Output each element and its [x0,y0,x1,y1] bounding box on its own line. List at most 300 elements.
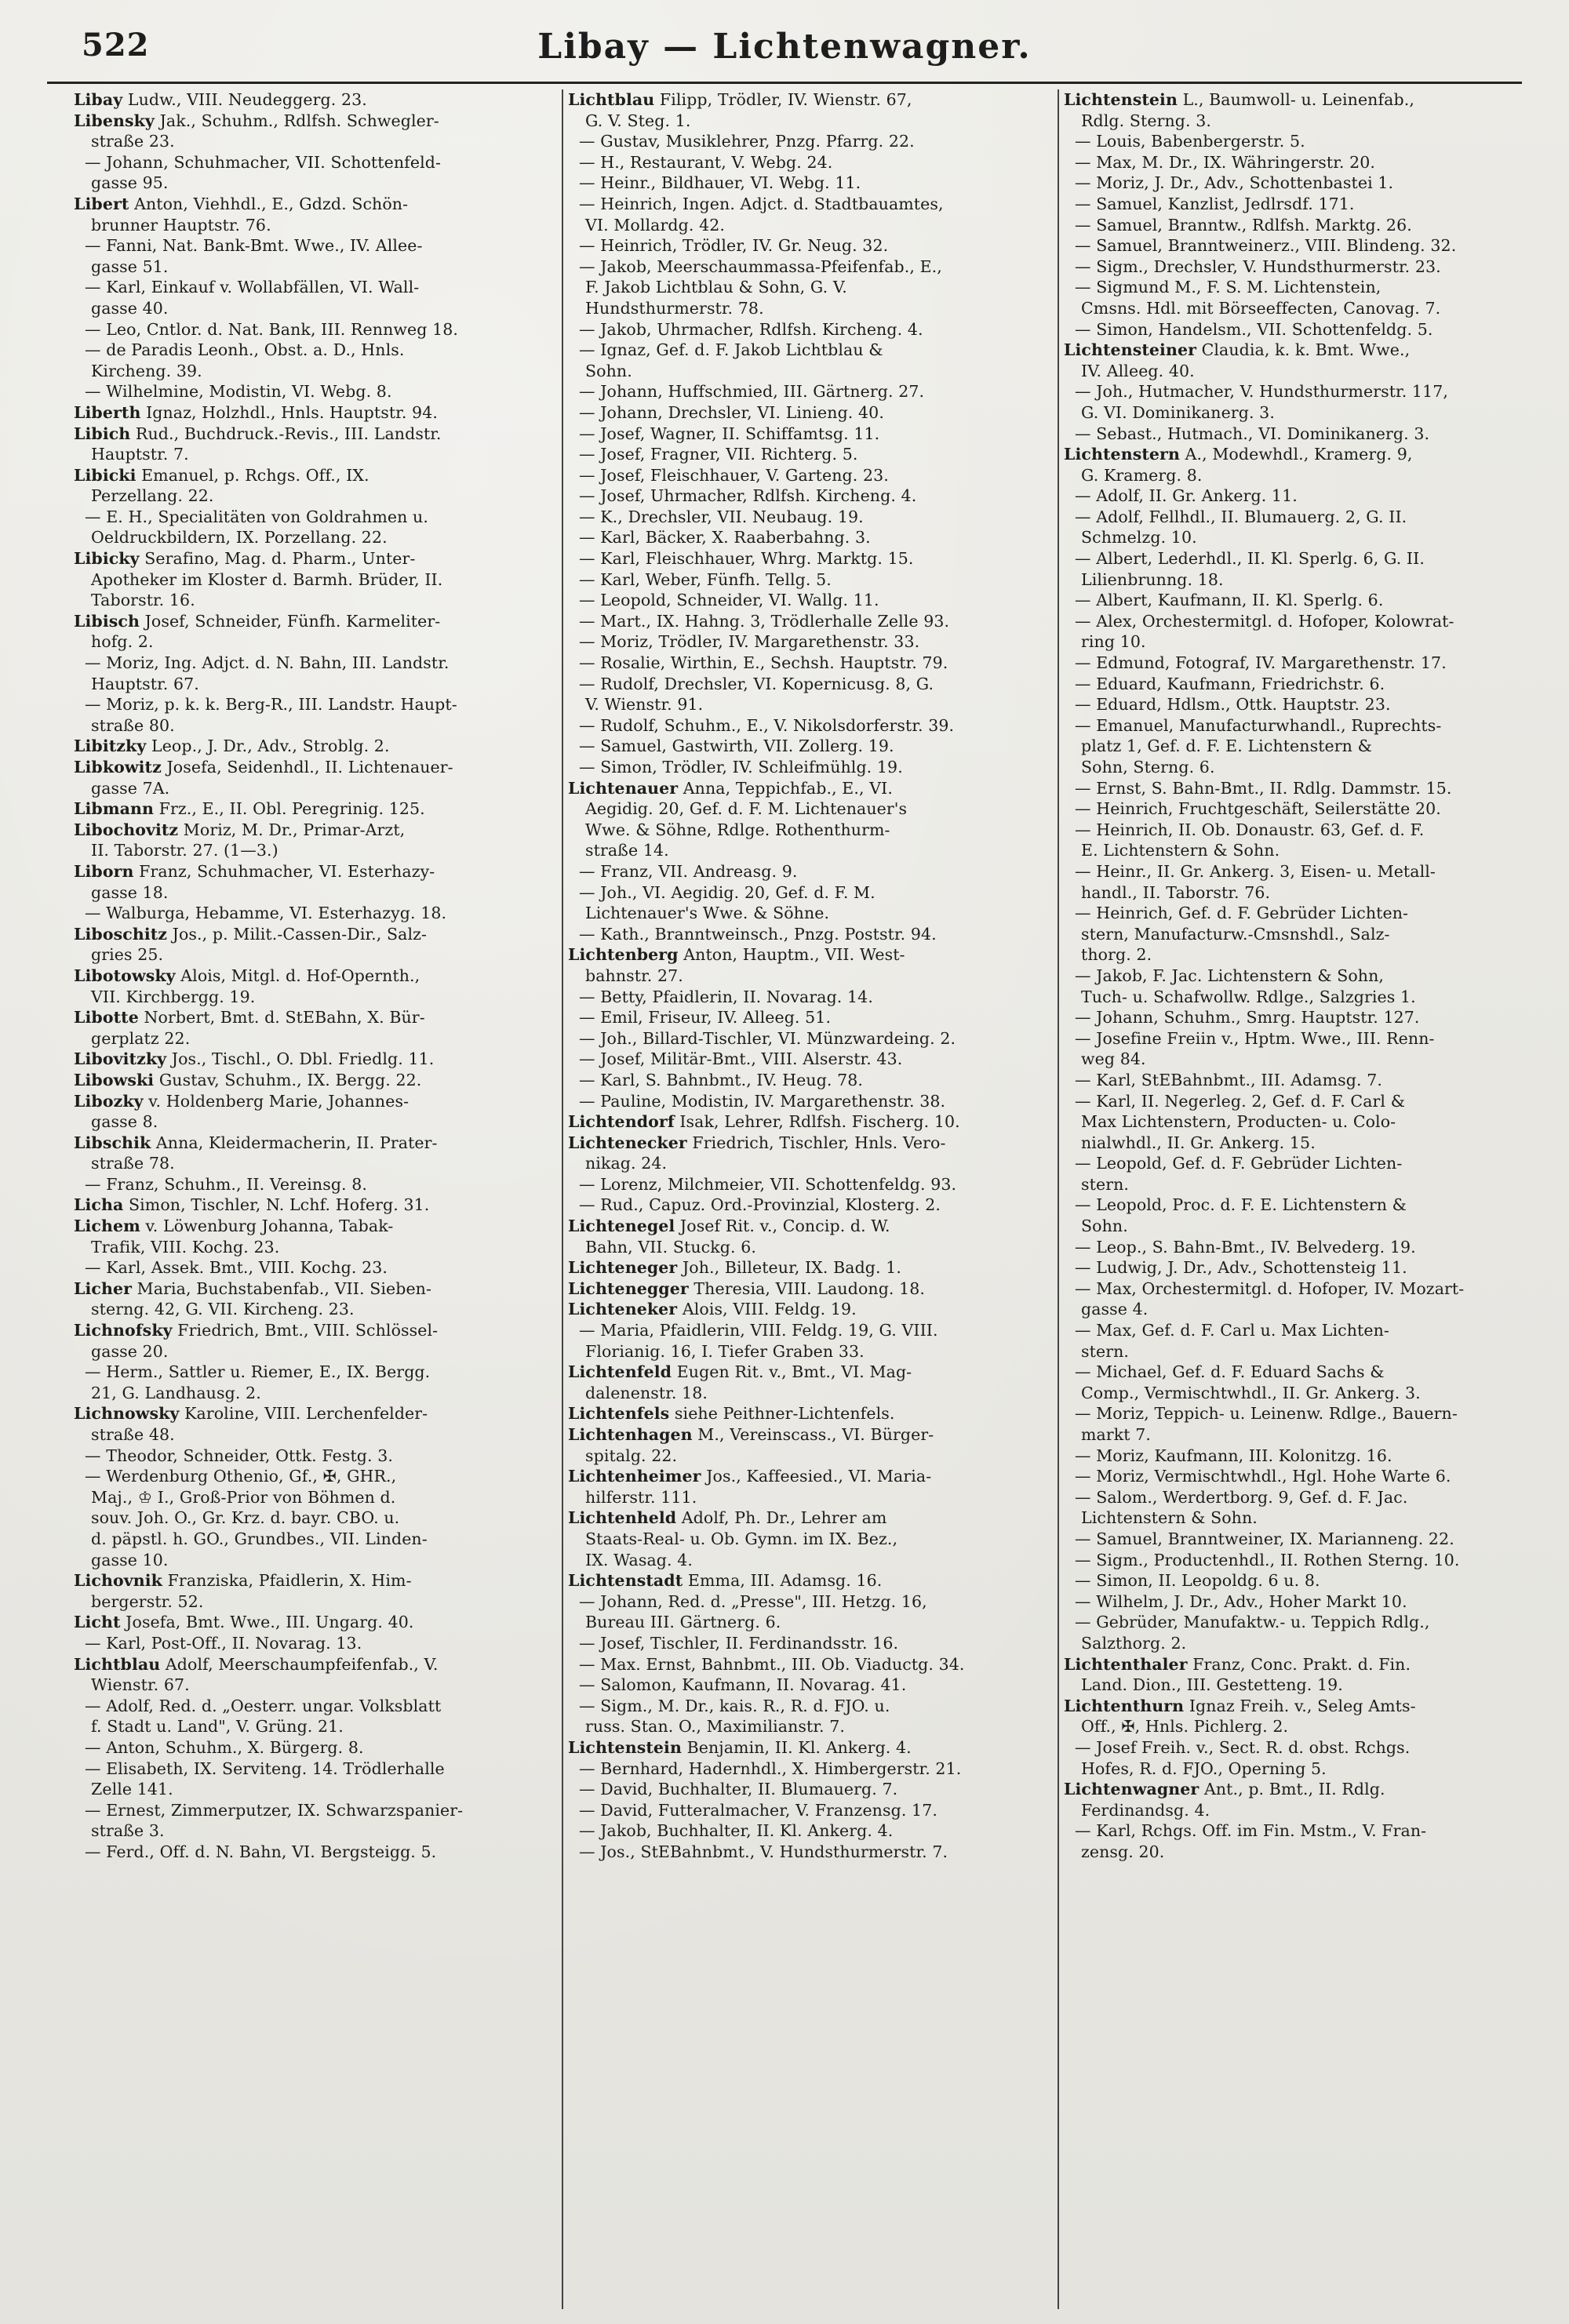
entry-continuation: sterng. 42, G. VII. Kircheng. 23. [91,1300,355,1319]
entry-surname: Lichtenecker [568,1133,687,1152]
entry-surname: Lichnowsky [74,1404,180,1424]
entry-continuation: gasse 95. [91,173,169,193]
entry-continuation: gasse 18. [91,882,169,902]
sub-entry: — Josef, Fragner, VII. Richterg. 5. [579,445,858,464]
directory-entry: Libovitzky Jos., Tischl., O. Dbl. Friedlg. 11. [74,1049,435,1069]
entry-surname: Libowski [74,1070,155,1089]
entry-continuation: Hauptstr. 67. [91,674,199,693]
directory-entry: Libay Ludw., VIII. Neudeggerg. 23. [74,90,367,109]
sub-entry: — Leopold, Proc. d. F. E. Lichtenstern & [1075,1195,1407,1215]
sub-entry: — Eduard, Hdlsm., Ottk. Hauptstr. 23. [1075,695,1391,715]
entry-continuation: Maj., ♔ I., Groß-Prior von Böhmen d. [91,1487,396,1507]
sub-entry: — Sigm., Productenhdl., II. Rothen Sterng. 10. [1075,1550,1460,1569]
sub-entry: — Emanuel, Manufacturwhandl., Ruprechts- [1075,715,1442,735]
entry-continuation: F. Jakob Lichtblau & Sohn, G. V. [585,278,847,297]
entry-surname: Libich [74,424,131,443]
entry-continuation: gasse 7A. [91,778,170,798]
entry-continuation: Kircheng. 39. [91,361,202,380]
entry-continuation: hilferstr. 111. [585,1487,697,1507]
sub-entry: — Fanni, Nat. Bank-Bmt. Wwe., IV. Allee- [85,236,423,256]
entry-continuation: Wwe. & Söhne, Rdlge. Rothenthurm- [585,820,890,839]
entry-continuation: Rdlg. Sterng. 3. [1081,111,1212,130]
directory-entry: Lichtenfels siehe Peithner-Lichtenfels. [568,1404,895,1424]
directory-entry: Lichtenberg Anton, Hauptm., VII. West- [568,945,905,965]
entry-continuation: Apotheker im Kloster d. Barmh. Brüder, II. [91,569,443,589]
sub-entry: — Rosalie, Wirthin, E., Sechsh. Hauptstr. 79. [579,653,948,673]
sub-entry: — Josef, Tischler, II. Ferdinandsstr. 16. [579,1633,899,1653]
sub-entry: — Samuel, Gastwirth, VII. Zollerg. 19. [579,736,894,756]
column-3 [1064,89,1549,2309]
directory-entry: Libisch Josef, Schneider, Fünfh. Karmeliter- [74,611,441,631]
entry-surname: Lichtblau [74,1654,161,1674]
sub-entry: — Karl, Fleischhauer, Whrg. Marktg. 15. [579,549,914,569]
directory-entry: Lichem v. Löwenburg Johanna, Tabak- [74,1217,394,1236]
sub-entry: — Herm., Sattler u. Riemer, E., IX. Bergg. [85,1362,431,1382]
sub-entry: — H., Restaurant, V. Webg. 24. [579,152,833,172]
directory-entry: Lichtenecker Friedrich, Tischler, Hnls. Vero- [568,1133,946,1152]
sub-entry: — Heinrich, Ingen. Adjct. d. Stadtbauamtes, [579,194,944,213]
sub-entry: — Karl, Post-Off., II. Novarag. 13. [85,1633,362,1653]
entry-surname: Libozky [74,1091,144,1111]
directory-entry: Lichteneker Alois, VIII. Feldg. 19. [568,1300,857,1319]
sub-entry: — Walburga, Hebamme, VI. Esterhazyg. 18. [85,904,447,923]
directory-entry: Libicki Emanuel, p. Rchgs. Off., IX. [74,465,369,485]
directory-entry: Libochovitz Moriz, M. Dr., Primar-Arzt, [74,820,406,839]
sub-entry: — Werdenburg Othenio, Gf., ✠, GHR., [85,1467,397,1486]
directory-entry: Lichtenegel Josef Rit. v., Concip. d. W. [568,1217,890,1236]
sub-entry: — Leop., S. Bahn-Bmt., IV. Belvederg. 19. [1075,1237,1416,1257]
entry-continuation: II. Taborstr. 27. (1—3.) [91,841,278,860]
sub-entry: — Adolf, II. Gr. Ankerg. 11. [1075,486,1298,506]
sub-entry: — Moriz, Ing. Adjct. d. N. Bahn, III. Landstr. [85,653,450,673]
entry-continuation: gasse 20. [91,1341,169,1361]
directory-entry: Libmann Frz., E., II. Obl. Peregrinig. 125. [74,799,425,819]
directory-entry: Liberth Ignaz, Holzhdl., Hnls. Hauptstr. 94. [74,402,438,422]
directory-entry: Lichtenegger Theresia, VIII. Laudong. 18. [568,1278,926,1298]
sub-entry: — Ferd., Off. d. N. Bahn, VI. Bergsteigg. 5. [85,1842,437,1861]
entry-continuation: Sohn. [1081,1217,1128,1236]
sub-entry: — Albert, Lederhdl., II. Kl. Sperlg. 6, G. II. [1075,549,1425,569]
sub-entry: — Betty, Pfaidlerin, II. Novarag. 14. [579,987,873,1006]
directory-entry: Libschik Anna, Kleidermacherin, II. Prater- [74,1133,438,1152]
entry-surname: Lichtenfels [568,1404,670,1424]
directory-entry: Liboschitz Jos., p. Milit.-Cassen-Dir., Salz- [74,924,428,944]
entry-continuation: VII. Kirchbergg. 19. [91,987,256,1006]
sub-entry: — Albert, Kaufmann, II. Kl. Sperlg. 6. [1075,591,1384,610]
sub-entry: — Michael, Gef. d. F. Eduard Sachs & [1075,1362,1385,1382]
sub-entry: — Jakob, Meerschaummassa-Pfeifenfab., E., [579,256,942,276]
directory-entry: Lichtenthaler Franz, Conc. Prakt. d. Fin. [1064,1654,1411,1674]
sub-entry: — Moriz, J. Dr., Adv., Schottenbastei 1. [1075,173,1394,193]
entry-surname: Libisch [74,611,140,631]
sub-entry: — Anton, Schuhm., X. Bürgerg. 8. [85,1737,364,1757]
sub-entry: — Lorenz, Milchmeier, VII. Schottenfeldg. 93. [579,1174,957,1194]
entry-surname: Libert [74,194,129,213]
sub-entry: — K., Drechsler, VII. Neubaug. 19. [579,507,864,526]
sub-entry: — Louis, Babenbergerstr. 5. [1075,132,1305,151]
entry-continuation: V. Wienstr. 91. [585,695,704,715]
entry-continuation: Bureau III. Gärtnerg. 6. [585,1613,781,1632]
sub-entry: — Max, Orchestermitgl. d. Hofoper, IV. Mozart- [1075,1278,1465,1298]
sub-entry: — Moriz, Vermischtwhdl., Hgl. Hohe Warte 6. [1075,1467,1451,1486]
sub-entry: — Jakob, F. Jac. Lichtenstern & Sohn, [1075,966,1385,985]
sub-entry: — Moriz, Teppich- u. Leinenw. Rdlge., Bauern- [1075,1404,1458,1424]
entry-continuation: dalenenstr. 18. [585,1383,708,1402]
entry-continuation: Salzthorg. 2. [1081,1633,1187,1653]
entry-surname: Lichem [74,1217,140,1236]
entry-continuation: 21, G. Landhausg. 2. [91,1383,261,1402]
directory-entry: Libotte Norbert, Bmt. d. StEBahn, X. Bür- [74,1008,425,1027]
entry-continuation: bergerstr. 52. [91,1591,204,1611]
column-divider [1058,89,1059,2309]
entry-continuation: G. Kramerg. 8. [1081,465,1203,485]
entry-surname: Libovitzky [74,1049,167,1069]
entry-continuation: Max Lichtenstern, Producten- u. Colo- [1081,1112,1396,1132]
entry-continuation: Staats-Real- u. Ob. Gymn. im IX. Bez., [585,1529,898,1548]
entry-continuation: G. VI. Dominikanerg. 3. [1081,402,1275,422]
sub-entry: — Rud., Capuz. Ord.-Provinzial, Klosterg. 2. [579,1195,941,1215]
sub-entry: — Johann, Red. d. „Presse", III. Hetzg. 16, [579,1591,927,1611]
entry-continuation: Zelle 141. [91,1780,173,1799]
sub-entry: — Moriz, Trödler, IV. Margarethenstr. 33. [579,632,920,652]
entry-continuation: Wienstr. 67. [91,1675,190,1695]
entry-surname: Licha [74,1195,124,1215]
entry-continuation: stern, Manufacturw.-Cmsnshdl., Salz- [1081,924,1390,944]
entry-continuation: Hauptstr. 7. [91,445,189,464]
entry-continuation: Hundsthurmerstr. 78. [585,298,764,318]
entry-columns [74,89,1533,2309]
sub-entry: — Johann, Schuhmacher, VII. Schottenfeld- [85,152,441,172]
directory-entry: Libitzky Leop., J. Dr., Adv., Stroblg. 2. [74,736,390,756]
sub-entry: — Joh., Billard-Tischler, VI. Münzwardeing. 2. [579,1028,956,1048]
sub-entry: — Rudolf, Drechsler, VI. Kopernicusg. 8, G. [579,674,934,693]
sub-entry: — Samuel, Branntweinerz., VIII. Blindeng. 32. [1075,236,1457,256]
sub-entry: — Theodor, Schneider, Ottk. Festg. 3. [85,1446,394,1465]
sub-entry: — Johann, Huffschmied, III. Gärtnerg. 27. [579,382,925,402]
entry-surname: Libay [74,90,123,109]
sub-entry: — Franz, VII. Andreasg. 9. [579,861,798,881]
entry-continuation: VI. Mollardg. 42. [585,215,725,235]
entry-continuation: E. Lichtenstern & Sohn. [1081,841,1280,860]
sub-entry: — Elisabeth, IX. Serviteng. 14. Trödlerhalle [85,1758,445,1778]
entry-surname: Lichtenheld [568,1508,677,1528]
entry-continuation: Lichtenstern & Sohn. [1081,1508,1258,1528]
entry-continuation: Aegidig. 20, Gef. d. F. M. Lichtenauer's [585,799,908,819]
entry-surname: Licher [74,1278,133,1298]
sub-entry: — Heinrich, Trödler, IV. Gr. Neug. 32. [579,236,889,256]
entry-continuation: nialwhdl., II. Gr. Ankerg. 15. [1081,1133,1316,1152]
directory-entry: Lichtenstein L., Baumwoll- u. Leinenfab., [1064,90,1414,109]
column-divider [562,89,563,2309]
sub-entry: — Edmund, Fotograf, IV. Margarethenstr. 17. [1075,653,1447,673]
directory-entry: Lichtblau Adolf, Meerschaumpfeifenfab., V. [74,1654,439,1674]
entry-continuation: Land. Dion., III. Gestetteng. 19. [1081,1675,1343,1695]
entry-surname: Lichtenthaler [1064,1654,1188,1674]
sub-entry: — Mart., IX. Hahng. 3, Trödlerhalle Zelle 93. [579,611,950,631]
entry-surname: Libotowsky [74,966,176,985]
entry-continuation: d. päpstl. h. GO., Grundbes., VII. Linden- [91,1529,428,1548]
entry-surname: Lichtenegel [568,1217,675,1236]
sub-entry: — Samuel, Branntw., Rdlfsh. Marktg. 26. [1075,215,1412,235]
sub-entry: — Karl, II. Negerleg. 2, Gef. d. F. Carl & [1075,1091,1406,1111]
sub-entry: — Sebast., Hutmach., VI. Dominikanerg. 3. [1075,424,1430,443]
sub-entry: — Samuel, Branntweiner, IX. Marianneng. 22. [1075,1529,1454,1548]
entry-continuation: gasse 51. [91,256,169,276]
page-number: 522 [82,27,150,64]
entry-surname: Lichtenfeld [568,1362,672,1382]
directory-entry: Lichovnik Franziska, Pfaidlerin, X. Him- [74,1571,412,1591]
sub-entry: — Adolf, Fellhdl., II. Blumauerg. 2, G. II. [1075,507,1407,526]
sub-entry: — Karl, Einkauf v. Wollabfällen, VI. Wall- [85,278,420,297]
entry-continuation: IV. Alleeg. 40. [1081,361,1195,380]
sub-entry: — Joh., Hutmacher, V. Hundsthurmerstr. 117, [1075,382,1448,402]
entry-surname: Lichteneger [568,1258,678,1278]
sub-entry: — Heinr., II. Gr. Ankerg. 3, Eisen- u. Metall- [1075,861,1436,881]
directory-entry: Licht Josefa, Bmt. Wwe., III. Ungarg. 40. [74,1613,414,1632]
entry-continuation: Taborstr. 16. [91,591,195,610]
sub-entry: — Johann, Drechsler, VI. Linieng. 40. [579,402,884,422]
directory-entry: Lichtenstern A., Modewhdl., Kramerg. 9, [1064,445,1413,464]
entry-continuation: Bahn, VII. Stuckg. 6. [585,1237,756,1257]
sub-entry: — Simon, Trödler, IV. Schleifmühlg. 19. [579,758,903,776]
entry-surname: Lichnofsky [74,1321,173,1340]
entry-surname: Lichtenheimer [568,1467,701,1486]
directory-entry: Lichtenheimer Jos., Kaffeesied., VI. Maria- [568,1467,932,1486]
entry-surname: Lichtensteiner [1064,340,1196,360]
directory-entry: Libich Rud., Buchdruck.-Revis., III. Landstr. [74,424,442,443]
sub-entry: — Karl, Rchgs. Off. im Fin. Mstm., V. Fran- [1075,1821,1427,1841]
entry-surname: Libschik [74,1133,151,1152]
sub-entry: — Moriz, p. k. k. Berg-R., III. Landstr. Haupt- [85,695,457,715]
entry-surname: Licht [74,1613,121,1632]
sub-entry: — Jakob, Buchhalter, II. Kl. Ankerg. 4. [579,1821,894,1841]
sub-entry: — Eduard, Kaufmann, Friedrichstr. 6. [1075,674,1385,693]
entry-surname: Libochovitz [74,820,179,839]
entry-continuation: bahnstr. 27. [585,966,683,985]
sub-entry: — Josef Freih. v., Sect. R. d. obst. Rchgs. [1075,1737,1411,1757]
entry-continuation: gasse 10. [91,1550,169,1569]
sub-entry: — Max, M. Dr., IX. Währingerstr. 20. [1075,152,1375,172]
entry-continuation: straße 23. [91,132,175,151]
sub-entry: — Ludwig, J. Dr., Adv., Schottensteig 11. [1075,1258,1407,1278]
column-1 [74,89,559,2309]
entry-continuation: gasse 4. [1081,1300,1149,1319]
entry-surname: Liboschitz [74,924,168,944]
sub-entry: — Simon, Handelsm., VII. Schottenfeldg. 5. [1075,319,1433,339]
sub-entry: — Salom., Werdertborg. 9, Gef. d. F. Jac. [1075,1487,1408,1507]
entry-continuation: gasse 40. [91,298,169,318]
entry-continuation: brunner Hauptstr. 76. [91,215,271,235]
entry-continuation: Sohn, Sterng. 6. [1081,758,1215,776]
sub-entry: — de Paradis Leonh., Obst. a. D., Hnls. [85,340,405,360]
entry-surname: Lichtenthurn [1064,1696,1185,1715]
sub-entry: — Alex, Orchestermitgl. d. Hofoper, Kolowrat- [1075,611,1454,631]
directory-entry: Lichtenstein Benjamin, II. Kl. Ankerg. 4. [568,1737,912,1757]
directory-entry: Lichnofsky Friedrich, Bmt., VIII. Schlössel- [74,1321,439,1340]
directory-entry: Libensky Jak., Schuhm., Rdlfsh. Schwegler- [74,111,439,130]
page-header [47,27,1522,82]
entry-continuation: markt 7. [1081,1425,1151,1444]
entry-surname: Lichovnik [74,1571,162,1591]
entry-continuation: straße 14. [585,841,669,860]
sub-entry: — Gustav, Musiklehrer, Pnzg. Pfarrg. 22. [579,132,915,151]
sub-entry: — Bernhard, Hadernhdl., X. Himbergerstr. 21. [579,1758,962,1778]
entry-surname: Liborn [74,861,134,881]
sub-entry: — Gebrüder, Manufaktw.- u. Teppich Rdlg., [1075,1613,1430,1632]
running-head: Libay — Lichtenwagner. [537,27,1032,67]
entry-continuation: gasse 8. [91,1112,158,1132]
directory-entry: Libicky Serafino, Mag. d. Pharm., Unter- [74,549,416,569]
entry-continuation: stern. [1081,1174,1130,1194]
entry-continuation: souv. Joh. O., Gr. Krz. d. bayr. CBO. u. [91,1508,400,1528]
entry-surname: Libkowitz [74,758,162,776]
sub-entry: — Heinrich, Fruchtgeschäft, Seilerstätte 20. [1075,799,1441,819]
sub-entry: — Moriz, Kaufmann, III. Kolonitzg. 16. [1075,1446,1392,1465]
entry-continuation: f. Stadt u. Land", V. Grüng. 21. [91,1717,344,1737]
entry-surname: Lichtenberg [568,945,679,965]
sub-entry: — Sigm., M. Dr., kais. R., R. d. FJO. u. [579,1696,890,1715]
sub-entry: — Joh., VI. Aegidig. 20, Gef. d. F. M. [579,882,876,902]
sub-entry: — Johann, Schuhm., Smrg. Hauptstr. 127. [1075,1008,1420,1027]
entry-surname: Liberth [74,402,141,422]
sub-entry: — David, Buchhalter, II. Blumauerg. 7. [579,1780,898,1799]
sub-entry: — Jos., StEBahnbmt., V. Hundsthurmerstr. 7. [579,1842,948,1861]
directory-entry: Licher Maria, Buchstabenfab., VII. Sieben- [74,1278,432,1298]
entry-continuation: straße 78. [91,1154,175,1173]
entry-continuation: zensg. 20. [1081,1842,1165,1861]
entry-surname: Lichtblau [568,90,655,109]
directory-entry: Libert Anton, Viehhdl., E., Gdzd. Schön- [74,194,409,213]
sub-entry: — Leopold, Gef. d. F. Gebrüder Lichten- [1075,1154,1403,1173]
entry-surname: Libensky [74,111,155,130]
entry-continuation: straße 3. [91,1821,165,1841]
directory-entry: Liborn Franz, Schuhmacher, VI. Esterhazy- [74,861,435,881]
directory-entry: Lichnowsky Karoline, VIII. Lerchenfelder- [74,1404,428,1424]
entry-continuation: Ferdinandsg. 4. [1081,1800,1210,1820]
sub-entry: — Leopold, Schneider, VI. Wallg. 11. [579,591,879,610]
sub-entry: — Karl, Bäcker, X. Raaberbahng. 3. [579,528,871,547]
entry-surname: Lichtenstein [568,1737,682,1757]
header-rule [47,82,1522,84]
directory-entry: Lichtenauer Anna, Teppichfab., E., VI. [568,778,893,798]
sub-entry: — Karl, Weber, Fünfh. Tellg. 5. [579,569,832,589]
entry-continuation: weg 84. [1081,1049,1146,1069]
sub-entry: — Heinr., Bildhauer, VI. Webg. 11. [579,173,861,193]
entry-surname: Lichtenstern [1064,445,1180,464]
entry-continuation: Trafik, VIII. Kochg. 23. [91,1237,280,1257]
sub-entry: — Sigm., Drechsler, V. Hundsthurmerstr. 23. [1075,256,1441,276]
entry-continuation: hofg. 2. [91,632,154,652]
directory-entry: Libotowsky Alois, Mitgl. d. Hof-Opernth., [74,966,420,985]
entry-continuation: stern. [1081,1341,1130,1361]
entry-continuation: handl., II. Taborstr. 76. [1081,882,1271,902]
sub-entry: — Rudolf, Schuhm., E., V. Nikolsdorferstr. 39. [579,715,955,735]
sub-entry: — Max, Gef. d. F. Carl u. Max Lichten- [1075,1321,1389,1340]
directory-entry: Libkowitz Josefa, Seidenhdl., II. Lichtenauer- [74,758,453,776]
sub-entry: — Maria, Pfaidlerin, VIII. Feldg. 19, G. VIII. [579,1321,938,1340]
entry-surname: Lichtenegger [568,1278,689,1298]
directory-entry: Lichtensteiner Claudia, k. k. Bmt. Wwe., [1064,340,1411,360]
sub-entry: — Franz, Schuhm., II. Vereinsg. 8. [85,1174,368,1194]
directory-entry: Licha Simon, Tischler, N. Lchf. Hoferg. 31. [74,1195,430,1215]
entry-continuation: russ. Stan. O., Maximilianstr. 7. [585,1717,846,1737]
entry-surname: Lichtenstein [1064,90,1178,109]
entry-surname: Lichtenstadt [568,1571,683,1591]
sub-entry: — Adolf, Red. d. „Oesterr. ungar. Volksblatt [85,1696,442,1715]
sub-entry: — Samuel, Kanzlist, Jedlrsdf. 171. [1075,194,1355,213]
directory-entry: Lichtenfeld Eugen Rit. v., Bmt., VI. Mag- [568,1362,912,1382]
entry-continuation: Sohn. [585,361,632,380]
entry-continuation: Oeldruckbildern, IX. Porzellang. 22. [91,528,388,547]
entry-surname: Libotte [74,1008,139,1027]
entry-continuation: Lilienbrunng. 18. [1081,569,1224,589]
sub-entry: — Simon, II. Leopoldg. 6 u. 8. [1075,1571,1320,1591]
sub-entry: — Ernst, S. Bahn-Bmt., II. Rdlg. Dammstr. 15. [1075,778,1452,798]
entry-continuation: Tuch- u. Schafwollw. Rdlge., Salzgries 1. [1081,987,1416,1006]
sub-entry: — Heinrich, Gef. d. F. Gebrüder Lichten- [1075,904,1409,923]
entry-continuation: Off., ✠, Hnls. Pichlerg. 2. [1081,1717,1289,1737]
entry-surname: Lichtenwagner [1064,1780,1200,1799]
entry-surname: Libicki [74,465,137,485]
sub-entry: — Ignaz, Gef. d. F. Jakob Lichtblau & [579,340,883,360]
entry-continuation: IX. Wasag. 4. [585,1550,693,1569]
entry-surname: Lichtenauer [568,778,679,798]
sub-entry: — Josef, Uhrmacher, Rdlfsh. Kircheng. 4. [579,486,917,506]
directory-entry: Lichtblau Filipp, Trödler, IV. Wienstr. 67, [568,90,912,109]
sub-entry: — Josef, Militär-Bmt., VIII. Alserstr. 43. [579,1049,903,1069]
sub-entry: — E. H., Specialitäten von Goldrahmen u. [85,507,428,526]
entry-surname: Libitzky [74,736,147,756]
sub-entry: — Josef, Fleischhauer, V. Garteng. 23. [579,465,889,485]
directory-entry: Lichtenstadt Emma, III. Adamsg. 16. [568,1571,883,1591]
directory-entry: Lichtenheld Adolf, Ph. Dr., Lehrer am [568,1508,887,1528]
sub-entry: — Karl, S. Bahnbmt., IV. Heug. 78. [579,1070,864,1089]
directory-entry: Lichteneger Joh., Billeteur, IX. Badg. 1. [568,1258,902,1278]
directory-entry: Libozky v. Holdenberg Marie, Johannes- [74,1091,410,1111]
entry-continuation: gerplatz 22. [91,1028,191,1048]
entry-surname: Lichteneker [568,1300,678,1319]
entry-surname: Lichtenhagen [568,1425,693,1444]
entry-continuation: Perzellang. 22. [91,486,214,506]
entry-surname: Lichtendorf [568,1112,675,1132]
entry-continuation: Lichtenauer's Wwe. & Söhne. [585,904,830,923]
directory-entry: Lichtendorf Isak, Lehrer, Rdlfsh. Fischerg. 10. [568,1112,960,1132]
directory-entry: Lichtenthurn Ignaz Freih. v., Seleg Amts- [1064,1696,1416,1715]
directory-entry: Lichtenwagner Ant., p. Bmt., II. Rdlg. [1064,1780,1385,1799]
sub-entry: — Karl, Assek. Bmt., VIII. Kochg. 23. [85,1258,388,1278]
sub-entry: — Ernest, Zimmerputzer, IX. Schwarzspanier- [85,1800,464,1820]
entry-continuation: platz 1, Gef. d. F. E. Lichtenstern & [1081,736,1372,756]
sub-entry: — Karl, StEBahnbmt., III. Adamsg. 7. [1075,1070,1382,1089]
entry-continuation: Cmsns. Hdl. mit Börseeffecten, Canovag. 7. [1081,298,1441,318]
entry-continuation: nikag. 24. [585,1154,668,1173]
sub-entry: — Pauline, Modistin, IV. Margarethenstr. 38. [579,1091,946,1111]
entry-continuation: spitalg. 22. [585,1446,678,1465]
entry-continuation: Comp., Vermischtwhdl., II. Gr. Ankerg. 3. [1081,1383,1421,1402]
sub-entry: — Salomon, Kaufmann, II. Novarag. 41. [579,1675,907,1695]
entry-continuation: G. V. Steg. 1. [585,111,691,130]
directory-entry: Lichtenhagen M., Vereinscass., VI. Bürger- [568,1425,934,1444]
entry-continuation: thorg. 2. [1081,945,1152,965]
sub-entry: — Josefine Freiin v., Hptm. Wwe., III. Renn- [1075,1028,1435,1048]
sub-entry: — Jakob, Uhrmacher, Rdlfsh. Kircheng. 4. [579,319,923,339]
sub-entry: — Wilhelm, J. Dr., Adv., Hoher Markt 10. [1075,1591,1407,1611]
entry-continuation: straße 48. [91,1425,175,1444]
entry-continuation: Schmelzg. 10. [1081,528,1197,547]
entry-surname: Libicky [74,549,140,569]
column-2 [568,89,1053,2309]
sub-entry: — Wilhelmine, Modistin, VI. Webg. 8. [85,382,392,402]
